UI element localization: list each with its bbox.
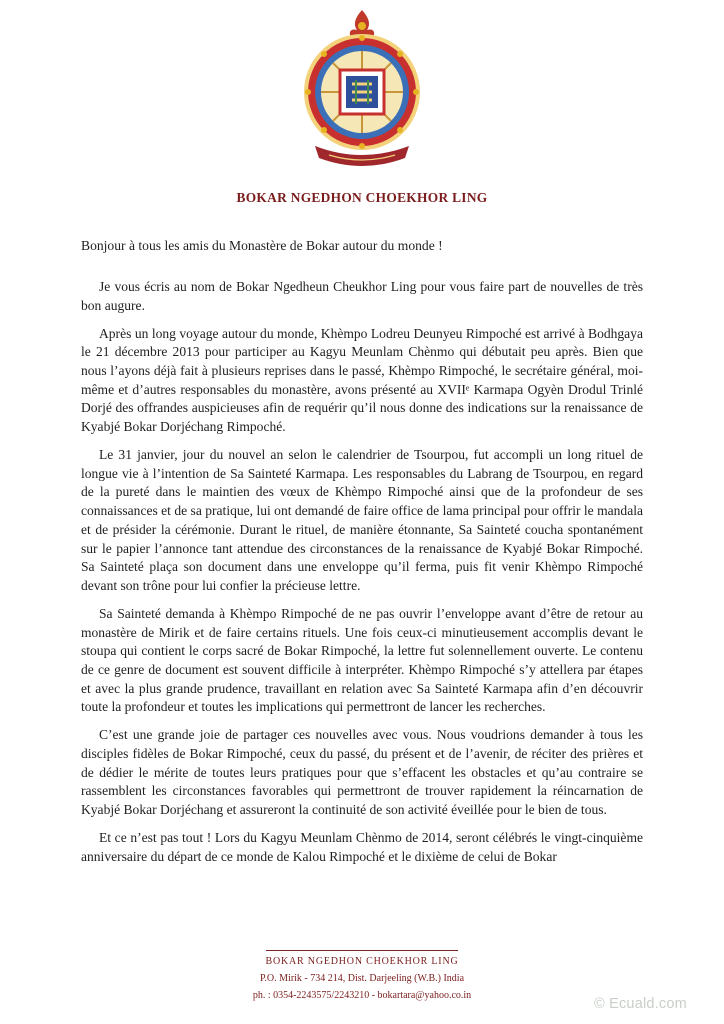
paragraph-3: Le 31 janvier, jour du nouvel an selon le calendrier de Tsourpou, fut accompli un long rituel de longue vie à l’intention de Sa Sainteté Karmapa. Les responsables du Labrang de Tsourpou, en regard de la pureté dans le maintien des vœux de Khèmpo Rimpoché ainsi que de la profondeur de ses connaissances et de sa pratique, lui ont demandé de faire office de lama principal pour offrir le mandala et de présider la cérémonie. Durant le rituel, de manière étonnante, Sa Sainteté coucha spontanément sur le papier l’annonce tant attendue des circonstances de la renaissance de Kyabjé Bokar Rimpoché. Sa Sainteté plaça son document dans une enveloppe qu’il ferma, puis fit venir Khèmpo Rimpoché devant son trône pour lui confier la précieuse lettre.: [81, 447, 643, 593]
paragraph-6: Et ce n’est pas tout ! Lors du Kagyu Meunlam Chènmo de 2014, seront célébrés le vingt-cinquième anniversaire du départ de ce monde de Kalou Rimpoché et le dixième de celui de Bokar: [81, 829, 643, 864]
paragraph-2: Après un long voyage autour du monde, Khèmpo Lodreu Deunyeu Rimpoché est arrivé à Bodhgaya le 21 décembre 2013 pour participer au Kagyu Meunlam Chènmo qui débutait peu après. Bien que nous l’ayons déjà fait à plusieurs reprises dans le passé, Khèmpo Rimpoché, le secrétaire général, moi-même et d’autres responsables du monastère, avons présenté au XVIIᵉ Karmapa Ogyèn Drodul Trinlé Dorjé des offrandes auspicieuses afin de requérir qu’il nous donne des indications sur la renaissance de Kyabjé Bokar Dorjéchang Rimpoché.: [81, 325, 643, 435]
paragraph-5: C’est une grande joie de partager ces nouvelles avec vous. Nous voudrions demander à tous les disciples fidèles de Bokar Rimpoché, ceux du passé, du présent et de l’avenir, de réciter des prières et de dédier le mérite de toutes leurs pratiques pour que s’effacent les obstacles et qu’au contraire se rassemblent les circonstances favorables qui permettront de trouver rapidement la réincarnation de Kyabjé Bokar Dorjéchang et assureront la continuité de son activité éveillée pour le bien de tous.: [81, 727, 643, 818]
watermark: © Ecuald.com: [594, 996, 687, 1012]
footer-address: P.O. Mirik - 734 214, Dist. Darjeeling (W.B.) India: [259, 973, 465, 984]
letter-body: [81, 278, 643, 876]
dharma-wheel-emblem-icon: [293, 8, 431, 176]
footer-organization-name: BOKAR NGEDHON CHOEKHOR LING: [265, 956, 459, 967]
paragraph-4: Sa Sainteté demanda à Khèmpo Rimpoché de ne pas ouvrir l’enveloppe avant d’être de retour au monastère de Mirik et de faire certains rituels. Une fois ceux-ci minutieusement accomplis devant le stoupa qui contient le corps sacré de Bokar Rimpoché, la lettre fut solennellement ouverte. Le contenu de ce genre de document est souvent difficile à interpréter. Khèmpo Rimpoché s’y attellera par étapes et avec la plus grande prudence, travaillant en relation avec Sa Sainteté Karmapa afin d’en découvrir toute la profondeur et toutes les implications qui permettront de lancer les recherches.: [81, 605, 643, 715]
paragraph-1: Je vous écris au nom de Bokar Ngedheun Cheukhor Ling pour vous faire part de nouvelles de très bon augure.: [81, 279, 643, 313]
footer-divider: [266, 950, 458, 951]
letter-greeting: Bonjour à tous les amis du Monastère de Bokar autour du monde !: [81, 238, 443, 253]
footer-contact: ph. : 0354-2243575/2243210 - bokartara@yahoo.co.in: [252, 990, 472, 1001]
organization-title: BOKAR NGEDHON CHOEKHOR LING: [236, 190, 488, 205]
